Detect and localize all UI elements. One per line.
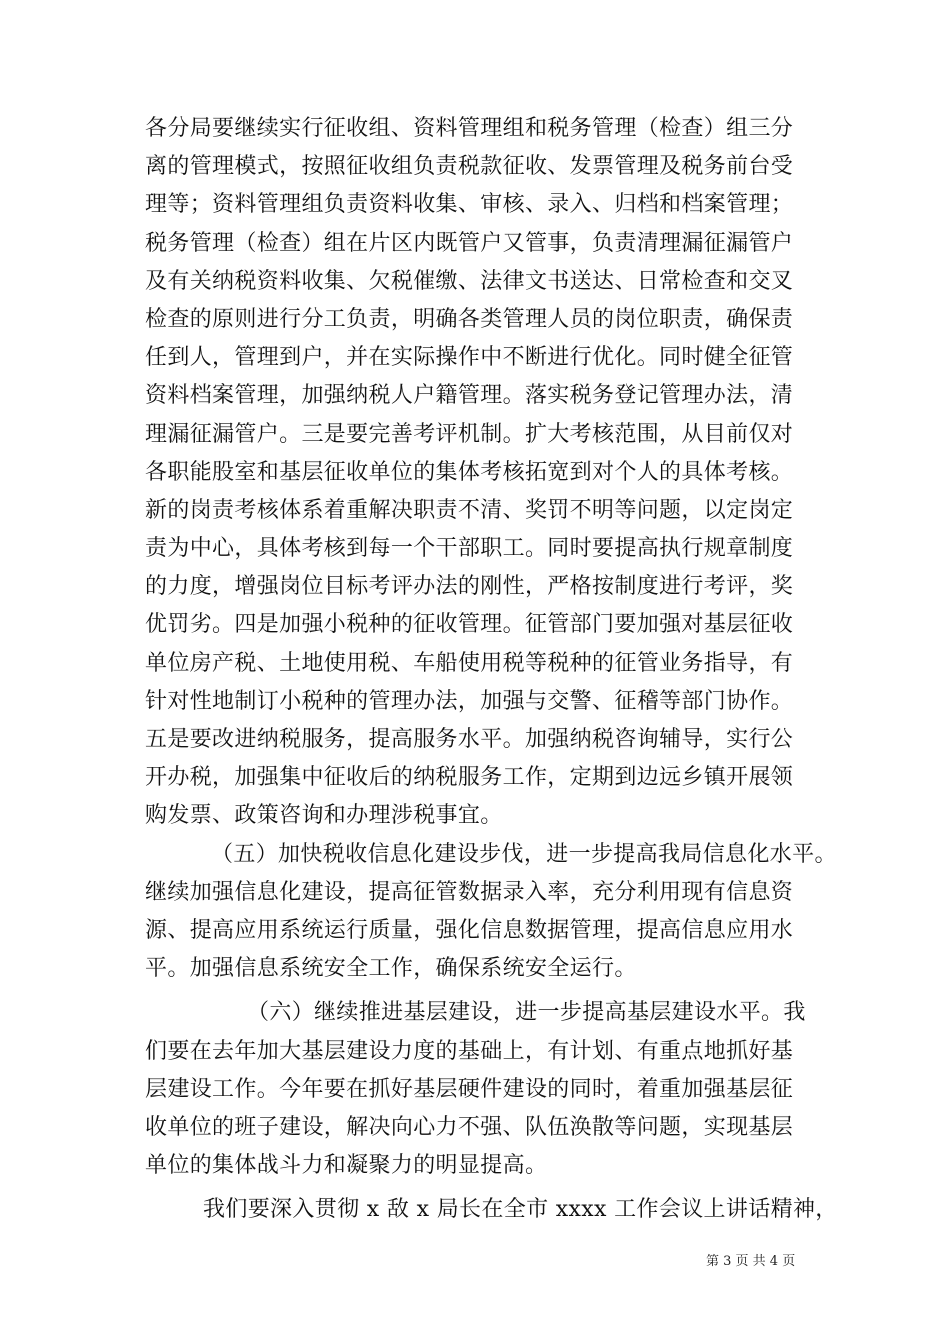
text-line: 理等；资料管理组负责资料收集、审核、录入、归档和档案管理；: [145, 192, 794, 218]
text-line: 任到人，管理到户，并在实际操作中不断进行优化。同时健全征管: [145, 345, 794, 371]
text-line: 理漏征漏管户。三是要完善考评机制。扩大考核范围，从目前仅对: [145, 421, 794, 447]
text-line: 的力度，增强岗位目标考评办法的刚性，严格按制度进行考评，奖: [145, 574, 794, 600]
text-line: 离的管理模式，按照征收组负责税款征收、发票管理及税务前台受: [145, 154, 794, 180]
text-line: 继续加强信息化建设，提高征管数据录入率，充分利用现有信息资: [145, 879, 794, 905]
text-line: 单位房产税、土地使用税、车船使用税等税种的征管业务指导，有: [145, 650, 794, 676]
text-line: 针对性地制订小税种的管理办法，加强与交警、征稽等部门协作。: [145, 688, 794, 714]
text-line: 层建设工作。今年要在抓好基层硬件建设的同时，着重加强基层征: [145, 1076, 794, 1102]
text-line: 税务管理（检查）组在片区内既管户又管事，负责清理漏征漏管户: [145, 230, 794, 256]
text-line: 优罚劣。四是加强小税种的征收管理。征管部门要加强对基层征收: [145, 612, 794, 638]
text-line: 源、提高应用系统运行质量，强化信息数据管理，提高信息应用水: [145, 917, 794, 943]
text-line: 单位的集体战斗力和凝聚力的明显提高。: [145, 1153, 548, 1179]
page-number: 第 3 页 共 4 页: [706, 1254, 796, 1269]
text-line: 五是要改进纳税服务，提高服务水平。加强纳税咨询辅导，实行公: [145, 727, 794, 752]
text-line: 各职能股室和基层征收单位的集体考核拓宽到对个人的具体考核。: [145, 459, 794, 485]
text-line: 资料档案管理，加强纳税人户籍管理。落实税务登记管理办法，清: [145, 383, 794, 409]
text-line: 收单位的班子建设，解决向心力不强、队伍涣散等问题，实现基层: [145, 1114, 794, 1140]
text-line: 开办税，加强集中征收后的纳税服务工作，定期到边远乡镇开展领: [145, 765, 794, 791]
text-line: 检查的原则进行分工负责，明确各类管理人员的岗位职责，确保责: [145, 306, 794, 332]
text-line: 各分局要继续实行征收组、资料管理组和税务管理（检查）组三分: [145, 116, 794, 141]
text-line: 及有关纳税资料收集、欠税催缴、法律文书送达、日常检查和交叉: [145, 268, 794, 294]
text-line: 购发票、政策咨询和办理涉税事宜。: [145, 803, 503, 829]
paragraph-start-line: 我们要深入贯彻 x 敌 x 局长在全市 xxxx 工作会议上讲话精神，: [203, 1197, 838, 1223]
text-line: 新的岗责考核体系着重解决职责不清、奖罚不明等问题，以定岗定: [145, 497, 794, 523]
text-line: 们要在去年加大基层建设力度的基础上，有计划、有重点地抓好基: [145, 1038, 794, 1064]
body-text: [145, 110, 838, 1229]
text-line: 平。加强信息系统安全工作，确保系统安全运行。: [145, 956, 637, 982]
section-heading-line: （六）继续推进基层建设，进一步提高基层建设水平。我: [247, 1000, 806, 1026]
section-heading-line: （五）加快税收信息化建设步伐，进一步提高我局信息化水平。: [211, 841, 837, 867]
text-line: 责为中心，具体考核到每一个干部职工。同时要提高执行规章制度: [145, 536, 794, 562]
